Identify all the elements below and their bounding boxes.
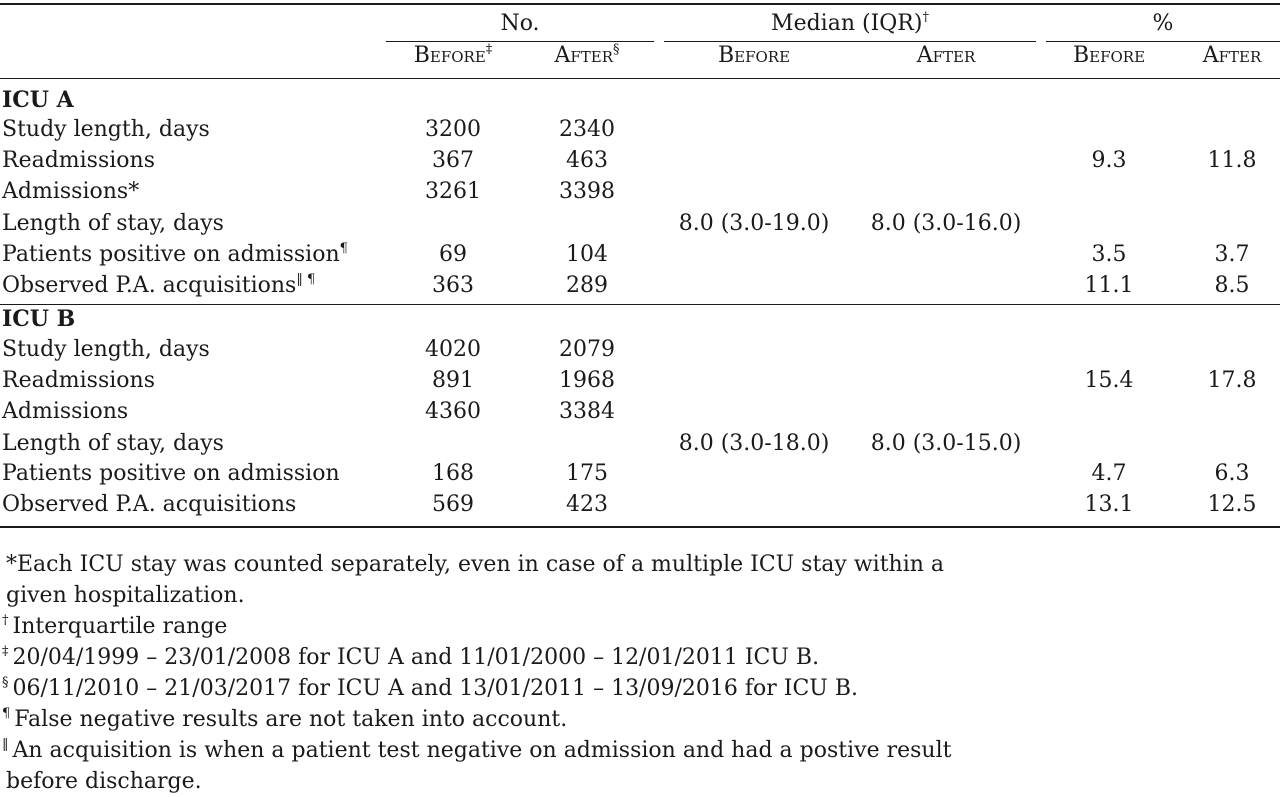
header-pct-after: After (1202, 43, 1262, 68)
row-label: Patients positive on admission (2, 461, 340, 486)
cell-pct-after: 11.8 (1207, 148, 1257, 173)
cell-pct-after: 17.8 (1207, 368, 1257, 393)
footnote-line: *Each ICU stay was counted separately, even in case of a multiple ICU stay within a (6, 552, 945, 577)
cell-pct-before: 13.1 (1084, 492, 1134, 517)
cell-no-after: 289 (566, 273, 608, 298)
cell-pct-before: 9.3 (1091, 148, 1127, 173)
row-label: Study length, days (2, 337, 210, 362)
cell-no-after: 2079 (559, 337, 615, 362)
cell-no-before: 569 (432, 492, 474, 517)
section-title-icu-b: ICU B (2, 306, 76, 332)
cell-no-before: 3200 (425, 117, 481, 142)
header-group-median: Median (IQR)† (771, 10, 929, 36)
cell-median-before: 8.0 (3.0-19.0) (678, 211, 830, 236)
row-label: Admissions* (2, 179, 140, 204)
section-divider-rule (0, 304, 1280, 305)
footnote-line: given hospitalization. (6, 583, 245, 608)
cell-no-before: 168 (432, 461, 474, 486)
footnote-line: ¶ False negative results are not taken into account. (2, 706, 568, 732)
section-title-icu-a: ICU A (2, 87, 74, 113)
row-label: Admissions (2, 399, 129, 424)
footnote-line: ‡ 20/04/1999 – 23/01/2008 for ICU A and 11/01/2000 – 12/01/2011 ICU B. (2, 644, 820, 670)
header-group-no: No. (500, 11, 540, 36)
cell-no-before: 3261 (425, 179, 481, 204)
cell-no-after: 104 (566, 242, 608, 267)
cell-no-before: 4020 (425, 337, 481, 362)
row-label: Observed P.A. acquisitions (2, 492, 297, 517)
row-label: Readmissions (2, 368, 156, 393)
cell-pct-after: 12.5 (1207, 492, 1257, 517)
cell-no-after: 1968 (559, 368, 615, 393)
cell-no-after: 463 (566, 148, 608, 173)
cell-no-before: 367 (432, 148, 474, 173)
header-median-before: Before (717, 43, 791, 68)
header-group-pct: % (1152, 11, 1174, 36)
header-pct-before: Before (1072, 43, 1146, 68)
table-bottom-rule (0, 526, 1280, 528)
cell-no-after: 175 (566, 461, 608, 486)
footnote-line: before discharge. (6, 769, 202, 794)
row-label: Length of stay, days (2, 431, 224, 456)
cell-no-before: 69 (439, 242, 467, 267)
row-label: Observed P.A. acquisitions‖ ¶ (2, 272, 316, 298)
header-median-after: After (916, 43, 976, 68)
cell-no-before: 4360 (425, 399, 481, 424)
row-label: Length of stay, days (2, 211, 224, 236)
header-no-before: Before‡ (413, 42, 493, 68)
cell-no-before: 891 (432, 368, 474, 393)
cell-no-after: 2340 (559, 117, 615, 142)
cell-median-before: 8.0 (3.0-18.0) (678, 431, 830, 456)
cell-no-after: 423 (566, 492, 608, 517)
footnote-line: § 06/11/2010 – 21/03/2017 for ICU A and 13/01/2011 – 13/09/2016 for ICU B. (2, 675, 858, 701)
cell-median-after: 8.0 (3.0-16.0) (870, 211, 1022, 236)
cell-pct-before: 11.1 (1084, 273, 1134, 298)
row-label: Readmissions (2, 148, 156, 173)
row-label: Patients positive on admission¶ (2, 241, 348, 267)
cell-no-before: 363 (432, 273, 474, 298)
footnote-line: ‖ An acquisition is when a patient test negative on admission and had a postive result (2, 737, 952, 763)
cell-pct-before: 3.5 (1091, 242, 1127, 267)
cell-pct-before: 15.4 (1084, 368, 1134, 393)
cell-pct-after: 8.5 (1214, 273, 1250, 298)
header-no-after: After§ (554, 42, 620, 68)
cell-pct-before: 4.7 (1091, 461, 1127, 486)
footnote-line: † Interquartile range (2, 613, 228, 639)
table-top-rule (0, 3, 1280, 5)
cell-pct-after: 6.3 (1214, 461, 1250, 486)
cell-median-after: 8.0 (3.0-15.0) (870, 431, 1022, 456)
header-bottom-rule (0, 78, 1280, 79)
cell-pct-after: 3.7 (1214, 242, 1250, 267)
cell-no-after: 3384 (559, 399, 615, 424)
cell-no-after: 3398 (559, 179, 615, 204)
row-label: Study length, days (2, 117, 210, 142)
